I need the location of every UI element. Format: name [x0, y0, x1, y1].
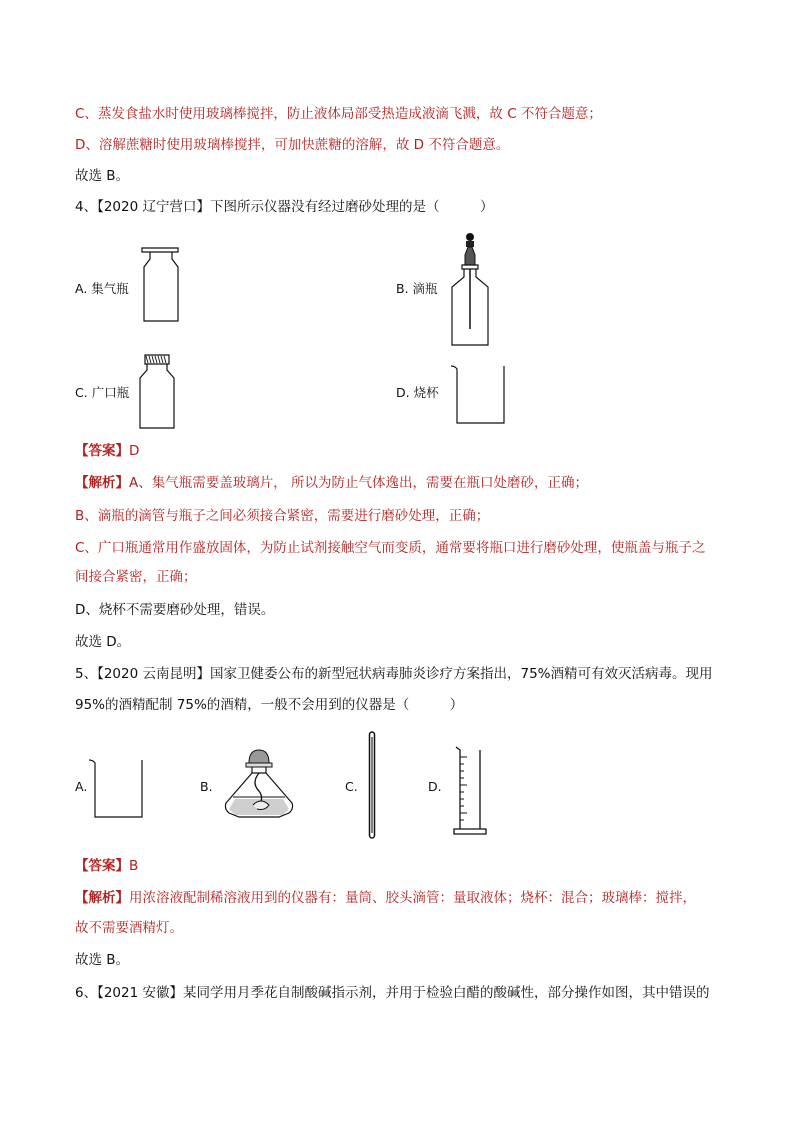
prev-option-c-explanation: C、蒸发食盐水时使用玻璃棒搅拌，防止液体局部受热造成液滴飞溅，故 C 不符合题意；: [75, 106, 602, 122]
q5-option-a-label: A.: [75, 779, 88, 794]
prev-conclusion: 故选 B。: [75, 168, 130, 184]
q5-analysis-line1: 【解析】用浓溶液配制稀溶液用到的仪器有：量筒、胶头滴管：量取液体；烧杯：混合；玻璃棒：搅拌，: [75, 890, 696, 906]
q4-option-a-label: A. 集气瓶: [75, 281, 129, 296]
q5-stem-line2: 95%的酒精配制 75%的酒精，一般不会用到的仪器是（ ）: [75, 697, 464, 713]
q6-stem: 6、【2021 安徽】某同学用月季花自制酸碱指示剂，并用于检验白醋的酸碱性，部分操作如图，其中错误的: [75, 985, 710, 1001]
wide-mouth-bottle-icon: [136, 352, 178, 430]
q4-analysis-a: 【解析】A、集气瓶需要盖玻璃片， 所以为防止气体逸出，需要在瓶口处磨砂，正确；: [75, 475, 589, 491]
q4-option-c-label: C. 广口瓶: [75, 385, 130, 400]
q4-analysis-b: B、滴瓶的滴管与瓶子之间必须接合紧密，需要进行磨砂处理，正确；: [75, 508, 490, 524]
q5-conclusion: 故选 B。: [75, 952, 130, 968]
q4-option-b-label: B. 滴瓶: [396, 281, 438, 296]
beaker-icon: [88, 757, 146, 819]
gas-jar-icon: [140, 245, 182, 323]
beaker-icon: [450, 363, 508, 425]
q5-option-b-label: B.: [200, 779, 213, 794]
q5-option-c-label: C.: [345, 779, 358, 794]
dropper-bottle-icon: [448, 229, 494, 347]
q4-analysis-c-line1: C、广口瓶通常用作盛放固体，为防止试剂接触空气而变质，通常要将瓶口进行磨砂处理，使瓶盖与瓶子之: [75, 540, 706, 556]
q5-stem-line1: 5、【2020 云南昆明】国家卫健委公布的新型冠状病毒肺炎诊疗方案指出，75%酒精可有效灭活病毒。现用: [75, 666, 713, 682]
q4-conclusion: 故选 D。: [75, 634, 131, 650]
q4-analysis-d: D、烧杯不需要磨砂处理，错误。: [75, 602, 275, 618]
measuring-cylinder-icon: [450, 745, 490, 837]
q5-answer: 【答案】B: [75, 858, 139, 874]
prev-option-d-explanation: D、溶解蔗糖时使用玻璃棒搅拌，可加快蔗糖的溶解，故 D 不符合题意。: [75, 137, 510, 153]
alcohol-lamp-icon: [221, 747, 297, 821]
q5-analysis-line2: 故不需要酒精灯。: [75, 920, 183, 936]
glass-rod-icon: [368, 731, 376, 839]
q4-answer: 【答案】D: [75, 443, 140, 459]
q4-analysis-c-line2: 间接合紧密，正确；: [75, 569, 197, 585]
q5-option-d-label: D.: [428, 779, 442, 794]
q4-option-d-label: D. 烧杯: [396, 385, 439, 400]
q4-stem: 4、【2020 辽宁营口】下图所示仪器没有经过磨砂处理的是（ ）: [75, 199, 494, 215]
